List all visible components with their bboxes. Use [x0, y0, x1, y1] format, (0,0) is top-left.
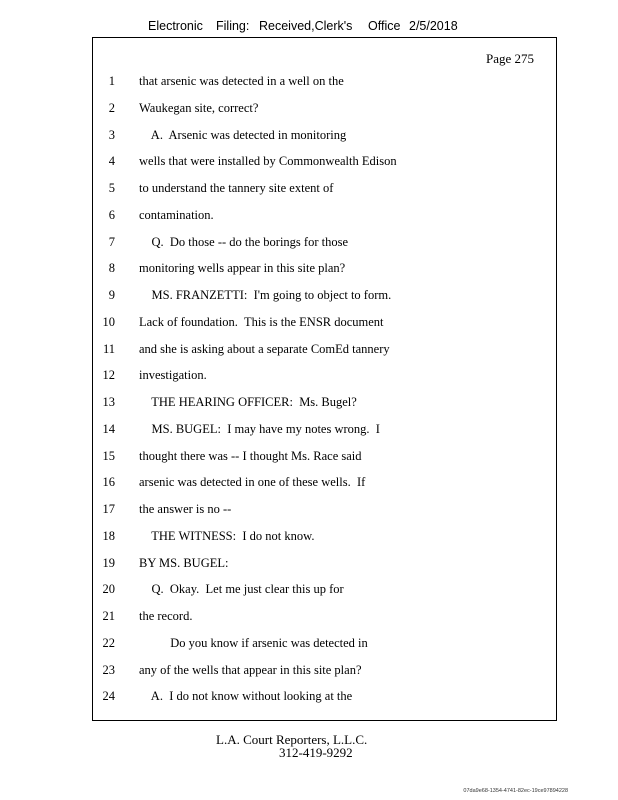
- line-text: A. Arsenic was detected in monitoring: [139, 127, 347, 142]
- page-number: Page 275: [485, 51, 534, 66]
- line-number: 22: [102, 635, 115, 650]
- line-number: 2: [108, 100, 115, 115]
- line-number: 23: [102, 662, 115, 677]
- line-text: THE HEARING OFFICER: Ms. Bugel?: [139, 395, 357, 409]
- stamp-word-date: 2/5/2018: [409, 19, 458, 33]
- line-text: any of the wells that appear in this site plan?: [139, 662, 362, 677]
- transcript-page: [92, 37, 557, 721]
- line-text: Lack of foundation. This is the ENSR document: [139, 314, 384, 329]
- line-number: 7: [108, 234, 115, 249]
- line-text: monitoring wells appear in this site plan?: [139, 261, 346, 276]
- line-number: 18: [102, 528, 115, 543]
- line-number: 12: [102, 368, 115, 383]
- line-text: BY MS. BUGEL:: [139, 555, 229, 570]
- line-number: 14: [102, 421, 115, 436]
- stamp-word-office: Office: [368, 19, 401, 33]
- line-number: 10: [102, 314, 115, 329]
- line-text: THE WITNESS: I do not know.: [139, 528, 315, 543]
- line-text: arsenic was detected in one of these wells. If: [139, 475, 366, 490]
- line-number: 8: [108, 261, 115, 276]
- line-number: 11: [102, 341, 115, 356]
- electronic-filing-stamp: [148, 19, 478, 37]
- line-number: 4: [108, 154, 115, 169]
- line-number: 21: [102, 609, 115, 623]
- stamp-word-received: Received,Clerk's: [259, 19, 353, 33]
- line-text: Do you know if arsenic was detected in: [139, 635, 368, 650]
- line-text: that arsenic was detected in a well on the: [139, 74, 344, 88]
- line-text: MS. BUGEL: I may have my notes wrong. I: [139, 421, 380, 436]
- line-number: 1: [108, 74, 115, 88]
- line-text: to understand the tannery site extent of: [139, 181, 334, 195]
- line-text: the answer is no --: [139, 502, 232, 516]
- line-text: the record.: [139, 609, 193, 623]
- line-number: 24: [102, 689, 115, 704]
- line-text: A. I do not know without looking at the: [139, 689, 353, 704]
- line-number: 13: [102, 395, 115, 409]
- stamp-word-filing: Filing:: [216, 19, 250, 33]
- line-text: MS. FRANZETTI: I'm going to object to form.: [139, 288, 392, 302]
- stamp-word-electronic: Electronic: [148, 19, 203, 33]
- line-text: Q. Okay. Let me just clear this up for: [139, 582, 344, 597]
- line-text: thought there was -- I thought Ms. Race said: [139, 448, 362, 463]
- line-text: and she is asking about a separate ComEd tannery: [139, 341, 390, 356]
- line-number: 15: [102, 448, 115, 463]
- line-number: 17: [102, 502, 115, 516]
- line-text: investigation.: [139, 368, 207, 383]
- line-number: 20: [102, 582, 115, 597]
- line-text: Q. Do those -- do the borings for those: [139, 234, 348, 249]
- line-number: 9: [108, 288, 115, 302]
- court-reporter-name: L.A. Court Reporters, L.L.C.: [216, 732, 368, 747]
- line-text: contamination.: [139, 207, 214, 222]
- footer: [216, 733, 367, 759]
- line-number: 5: [108, 181, 115, 195]
- line-number: 3: [108, 127, 115, 142]
- court-reporter-phone: 312-419-9292: [279, 745, 353, 760]
- line-number: 16: [102, 475, 115, 490]
- line-text: wells that were installed by Commonwealth Edison: [139, 154, 397, 169]
- line-text: Waukegan site, correct?: [139, 100, 259, 115]
- document-id: 07da9e68-1354-4741-82ec-19ce97894228: [463, 788, 568, 794]
- line-number: 19: [102, 555, 115, 570]
- line-number: 6: [108, 207, 115, 222]
